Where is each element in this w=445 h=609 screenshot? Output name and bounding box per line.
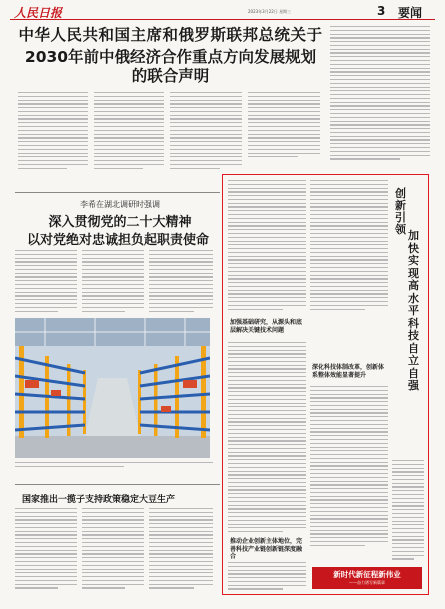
second-story-headline-line1: 深入贯彻党的二十大精神 — [48, 215, 192, 230]
feature-col2 — [310, 180, 388, 312]
third-story-col3 — [149, 508, 213, 591]
right-top-column — [330, 26, 430, 162]
second-story-col1 — [15, 250, 77, 314]
banner-subtitle: ——奋力谱写新篇章 — [349, 580, 385, 585]
masthead — [10, 4, 435, 20]
feature-subhead-2: 深化科技体制改革，创新体系整体效能显著提升 — [312, 364, 385, 379]
third-story-col1 — [15, 508, 77, 591]
feature-title-line2: 加快实现高水平科技自立自强 — [408, 229, 419, 392]
page-name: 要闻 — [398, 6, 423, 20]
second-story-headline-line2: 以对党绝对忠诚担负起职责使命 — [26, 233, 209, 248]
banner-title: 新时代新征程新伟业 — [333, 570, 401, 579]
feature-col1-bottom — [228, 562, 306, 592]
newspaper-logo: 人民日报 — [14, 6, 63, 20]
feature-title-line1: 创新引领 — [395, 187, 406, 236]
section-divider — [15, 192, 220, 193]
warehouse-photo — [15, 318, 210, 458]
second-story-col3 — [149, 250, 213, 314]
series-banner — [312, 567, 422, 589]
feature-subhead-3: 推动企业创新主体地位，完善科技产业链创新链深度融合 — [230, 538, 303, 560]
feature-col2-lower — [310, 386, 388, 549]
lead-body-col3 — [170, 92, 242, 171]
feature-col1-lower — [228, 342, 306, 535]
dateline: 2023年3月22日 星期三 — [248, 9, 292, 14]
lead-headline-line1: 中华人民共和国主席和俄罗斯联邦总统关于 — [18, 26, 323, 44]
lead-story — [18, 26, 323, 86]
third-story-headline: 国家推出一揽子支持政策稳定大豆生产 — [22, 495, 176, 505]
feature-col1 — [228, 180, 306, 312]
third-story-col2 — [82, 508, 144, 591]
feature-subhead-1: 加强基础研究，从源头和底层解决关键技术问题 — [230, 319, 303, 334]
right-column-lower — [392, 460, 424, 562]
lead-body-col1 — [18, 92, 88, 171]
second-story-kicker: 李希在湖北调研时强调 — [80, 200, 160, 209]
lead-body-col4 — [248, 92, 320, 160]
page-number: 3 — [377, 4, 386, 18]
lead-headline-line2: 2030年前中俄经济合作重点方向发展规划的联合声明 — [24, 48, 317, 85]
section-divider-2 — [15, 484, 220, 485]
photo-caption — [15, 462, 213, 469]
second-story-col2 — [82, 250, 144, 314]
lead-body-col2 — [94, 92, 164, 171]
